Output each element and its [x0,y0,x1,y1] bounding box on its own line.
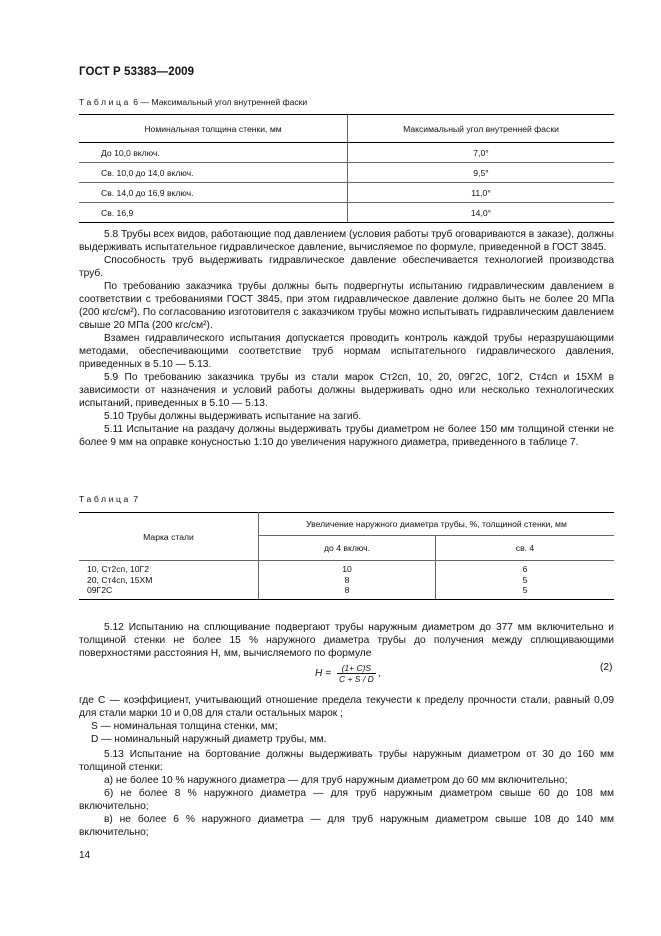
table7-grade: 10, Ст2сп, 10Г2 [87,564,149,574]
paragraph: 5.13 Испытание на бортование должны выдерживать трубы наружным диаметром от 30 до 160 мм толщиной стенки: [79,749,614,773]
table7-value: 6 [522,564,528,574]
formula-denominator: C + S / D [338,674,374,684]
paragraph: 5.9 По требованию заказчика трубы из стали марок Ст2сп, 10, 20, 09Г2С, 10Г2, Ст4сп и 15ХМ в зависимости от назначения и условий работы должны выдерживать одно или несколько технологических испытаний, приведенных в 5.10 — 5.13. [79,372,614,409]
paragraph: б) не более 8 % наружного диаметра — для труб наружным диаметром свыше 60 до 108 мм включительно; [79,788,614,812]
table7-upto4-cell [259,561,436,600]
table7 [79,512,614,600]
paragraph: 5.8 Трубы всех видов, работающие под давлением (условия работы труб оговариваются в заказе), должны выдерживать испытательное гидравлическое давление, вычисляемое по формуле, приведенной в ГОСТ 3845. [79,229,614,253]
table7-grades-cell [79,561,259,600]
table6-caption-rest: 6 — Максимальный угол внутренней фаски [133,97,308,107]
table7-caption-rest: 7 [133,494,139,504]
formula-fraction [337,663,376,684]
table6-cell: 14,0° [348,203,615,223]
table-row [79,183,614,203]
legend-line: где C — коэффициент, учитывающий отношение предела текучести к пределу прочности стали, равный 0,09 для стали марки 10 и 0,08 для стали остальных марок ; [79,695,614,719]
table6-cell: Св. 16,9 [79,203,348,223]
table7-value: 10 [342,564,352,574]
table7-over4-cell [436,561,615,600]
paragraph: Способность труб выдерживать гидравлическое давление обеспечивается технологией производства труб. [79,255,614,279]
table6-cell: Св. 10,0 до 14,0 включ. [79,163,348,183]
page-number: 14 [79,850,91,861]
legend-line: S — номинальная толщина стенки, мм; [91,721,278,732]
table7-caption-word: Таблица [79,494,131,504]
table7-grade: 09Г2С [87,585,113,595]
table6-cell: 9,5° [348,163,615,183]
body-text-512 [79,621,614,660]
table6-cell: До 10,0 включ. [79,143,348,163]
document-header: ГОСТ Р 53383—2009 [79,66,195,78]
paragraph: а) не более 10 % наружного диаметра — для труб наружным диаметром до 60 мм включительно; [104,775,568,786]
table6-header-angle: Максимальный угол внутренней фаски [348,115,615,143]
table-row [79,561,614,600]
table-row [79,143,614,163]
formula-numerator: (1+ C)S [337,663,376,674]
formula-number: (2) [600,662,613,673]
table6-caption [79,97,307,107]
paragraph: 5.11 Испытание на раздачу должны выдерживать трубы диаметром не более 150 мм толщиной стенки не более 9 мм на оправке конусностью 1:10 до увеличения наружного диаметра, приведенного в таблице 7. [79,424,614,448]
formula-legend [79,694,614,746]
table7-header-over4: св. 4 [436,536,615,561]
paragraph: 5.10 Трубы должны выдерживать испытание на загиб. [104,411,362,422]
table6-cell: 11,0° [348,183,615,203]
table6-header-thickness: Номинальная толщина стенки, мм [79,115,348,143]
table7-grade: 20, Ст4сп, 15ХМ [87,574,153,585]
table-row [79,203,614,223]
table7-value: 8 [344,574,350,585]
table7-caption [79,494,138,504]
table7-header-steel-grade: Марка стали [79,513,259,561]
formula-lhs: H = [315,668,332,680]
table6-caption-word: Таблица [79,97,131,107]
formula-tail: , [378,668,382,680]
legend-line: D — номинальный наружный диаметр трубы, мм. [91,734,327,745]
table7-value: 5 [522,585,528,595]
paragraph: Взамен гидравлического испытания допускается проводить контроль каждой трубы неразрушающими методами, обеспечивающими соответствие труб нормам испытательного гидравлического давления, приведенных в 5.10 — 5.13. [79,333,614,370]
table6-cell: Св. 14,0 до 16,9 включ. [79,183,348,203]
table-row [79,163,614,183]
body-text-a [79,228,614,449]
body-text-b [79,748,614,839]
table6-cell: 7,0° [348,143,615,163]
paragraph: 5.12 Испытанию на сплющивание подвергают трубы наружным диаметром до 377 мм включительно и толщиной стенки не более 15 % наружного диаметра трубы до получения между сплющивающими поверхностями расстояния H, мм, вычисляемого по формуле [79,622,614,659]
formula [315,663,381,684]
table7-header-upto4: до 4 включ. [259,536,436,561]
table7-header-group: Увеличение наружного диаметра трубы, %, толщиной стенки, мм [259,513,615,536]
table7-value: 8 [344,585,350,595]
table7-value: 5 [522,574,528,585]
table6 [79,114,614,223]
paragraph: По требованию заказчика трубы должны быть подвергнуты испытанию гидравлическим давлением в соответствии с требованиями ГОСТ 3845, при этом гидравлическое давление должно быть не более 20 МПа (200 кгс/см²). По согласованию изготовителя с заказчиком трубы можно испытывать гидравлическим давлением свыше 20 МПа (200 кгс/см²). [79,281,614,331]
paragraph: в) не более 6 % наружного диаметра — для труб наружным диаметром свыше 108 до 140 мм включительно; [79,814,614,838]
